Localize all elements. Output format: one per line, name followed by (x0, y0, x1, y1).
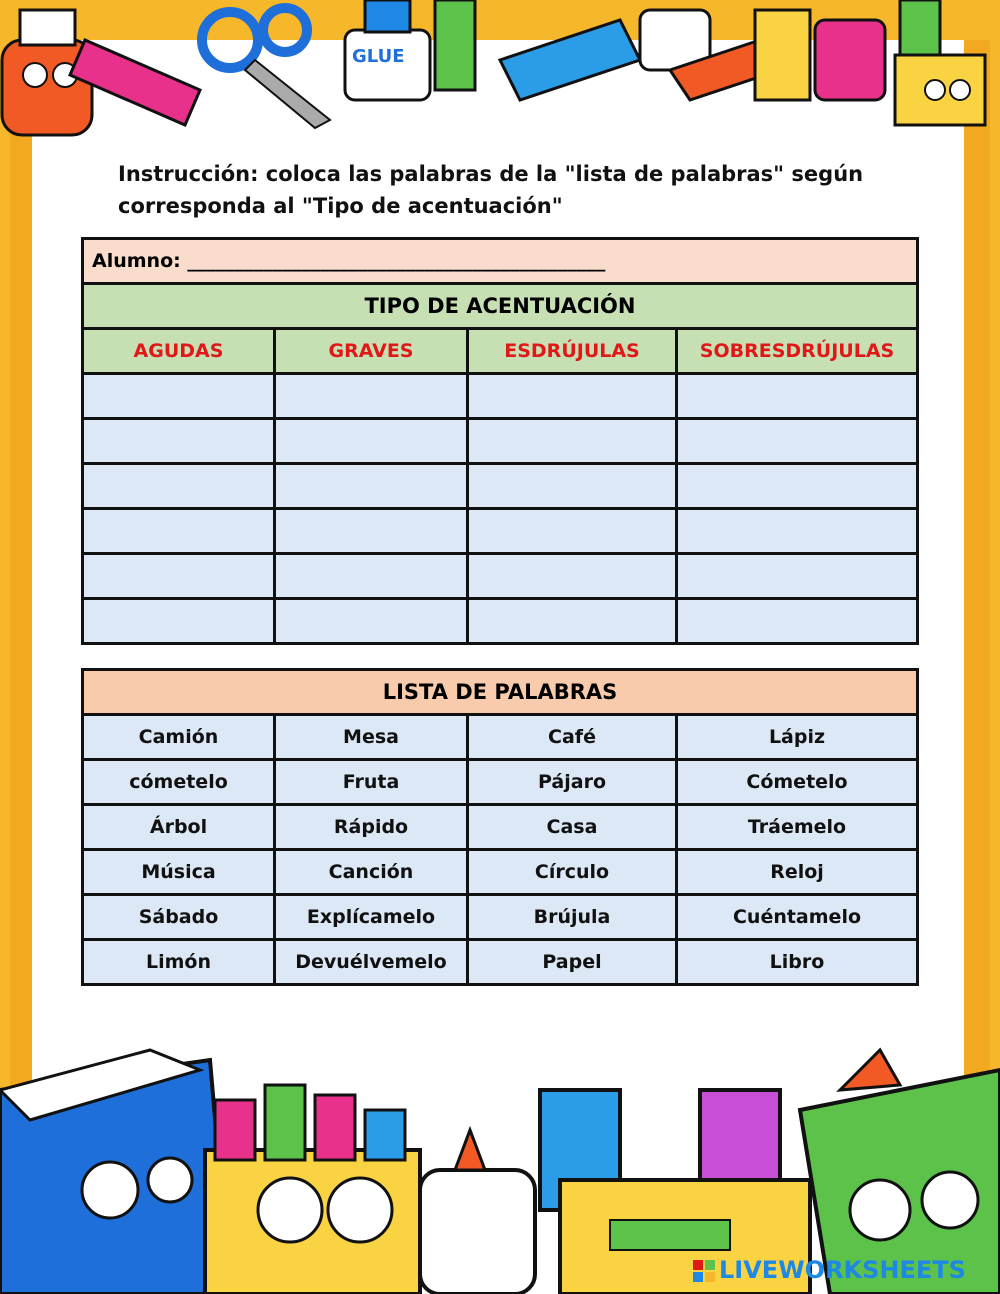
word-item[interactable]: Pájaro (468, 760, 677, 805)
answer-cell[interactable] (677, 599, 918, 644)
word-item[interactable]: Mesa (275, 715, 468, 760)
column-esdrujulas: ESDRÚJULAS (468, 329, 677, 374)
column-sobresdrujulas: SOBRESDRÚJULAS (677, 329, 918, 374)
answer-cell[interactable] (275, 374, 468, 419)
bottom-school-supplies-art (0, 1030, 1000, 1294)
word-list-title: LISTA DE PALABRAS (83, 670, 918, 715)
answer-cell[interactable] (468, 419, 677, 464)
word-item[interactable]: Música (83, 850, 275, 895)
answer-cell[interactable] (275, 464, 468, 509)
word-item[interactable]: Árbol (83, 805, 275, 850)
word-item[interactable]: cómetelo (83, 760, 275, 805)
answer-cell[interactable] (677, 509, 918, 554)
word-item[interactable]: Canción (275, 850, 468, 895)
glue-label: GLUE (352, 46, 405, 67)
accent-type-table (81, 237, 919, 645)
answer-cell[interactable] (468, 554, 677, 599)
word-item[interactable]: Casa (468, 805, 677, 850)
student-name-field[interactable]: Alumno: ____________________________________________ (83, 239, 918, 284)
word-item[interactable]: Explícamelo (275, 895, 468, 940)
word-item[interactable]: Círculo (468, 850, 677, 895)
accent-type-title: TIPO DE ACENTUACIÓN (83, 284, 918, 329)
liveworksheets-logo (693, 1256, 966, 1284)
answer-cell[interactable] (468, 374, 677, 419)
column-agudas: AGUDAS (83, 329, 275, 374)
word-item[interactable]: Fruta (275, 760, 468, 805)
brand-name: LIVEWORKSHEETS (719, 1256, 966, 1284)
answer-cell[interactable] (83, 554, 275, 599)
answer-cell[interactable] (83, 464, 275, 509)
answer-cell[interactable] (677, 419, 918, 464)
word-item[interactable]: Cómetelo (677, 760, 918, 805)
answer-cell[interactable] (468, 509, 677, 554)
answer-cell[interactable] (83, 419, 275, 464)
word-item[interactable]: Papel (468, 940, 677, 985)
instruction-text: Instrucción: coloca las palabras de la "lista de palabras" según corresponda al "Tipo de acentuación" (118, 162, 864, 218)
top-school-supplies-art (0, 0, 1000, 140)
word-item[interactable]: Cuéntamelo (677, 895, 918, 940)
answer-cell[interactable] (677, 554, 918, 599)
word-list-table (81, 668, 919, 986)
word-item[interactable]: Tráemelo (677, 805, 918, 850)
answer-cell[interactable] (468, 599, 677, 644)
word-item[interactable]: Devuélvemelo (275, 940, 468, 985)
answer-cell[interactable] (275, 509, 468, 554)
answer-cell[interactable] (83, 599, 275, 644)
word-item[interactable]: Brújula (468, 895, 677, 940)
answer-cell[interactable] (275, 554, 468, 599)
word-item[interactable]: Lápiz (677, 715, 918, 760)
logo-icon (693, 1260, 715, 1282)
answer-cell[interactable] (83, 509, 275, 554)
word-item[interactable]: Rápido (275, 805, 468, 850)
word-item[interactable]: Café (468, 715, 677, 760)
word-item[interactable]: Sábado (83, 895, 275, 940)
word-item[interactable]: Camión (83, 715, 275, 760)
answer-cell[interactable] (468, 464, 677, 509)
column-graves: GRAVES (275, 329, 468, 374)
answer-cell[interactable] (275, 419, 468, 464)
word-item[interactable]: Libro (677, 940, 918, 985)
answer-cell[interactable] (677, 374, 918, 419)
answer-cell[interactable] (677, 464, 918, 509)
answer-cell[interactable] (83, 374, 275, 419)
answer-cell[interactable] (275, 599, 468, 644)
word-item[interactable]: Limón (83, 940, 275, 985)
word-item[interactable]: Reloj (677, 850, 918, 895)
